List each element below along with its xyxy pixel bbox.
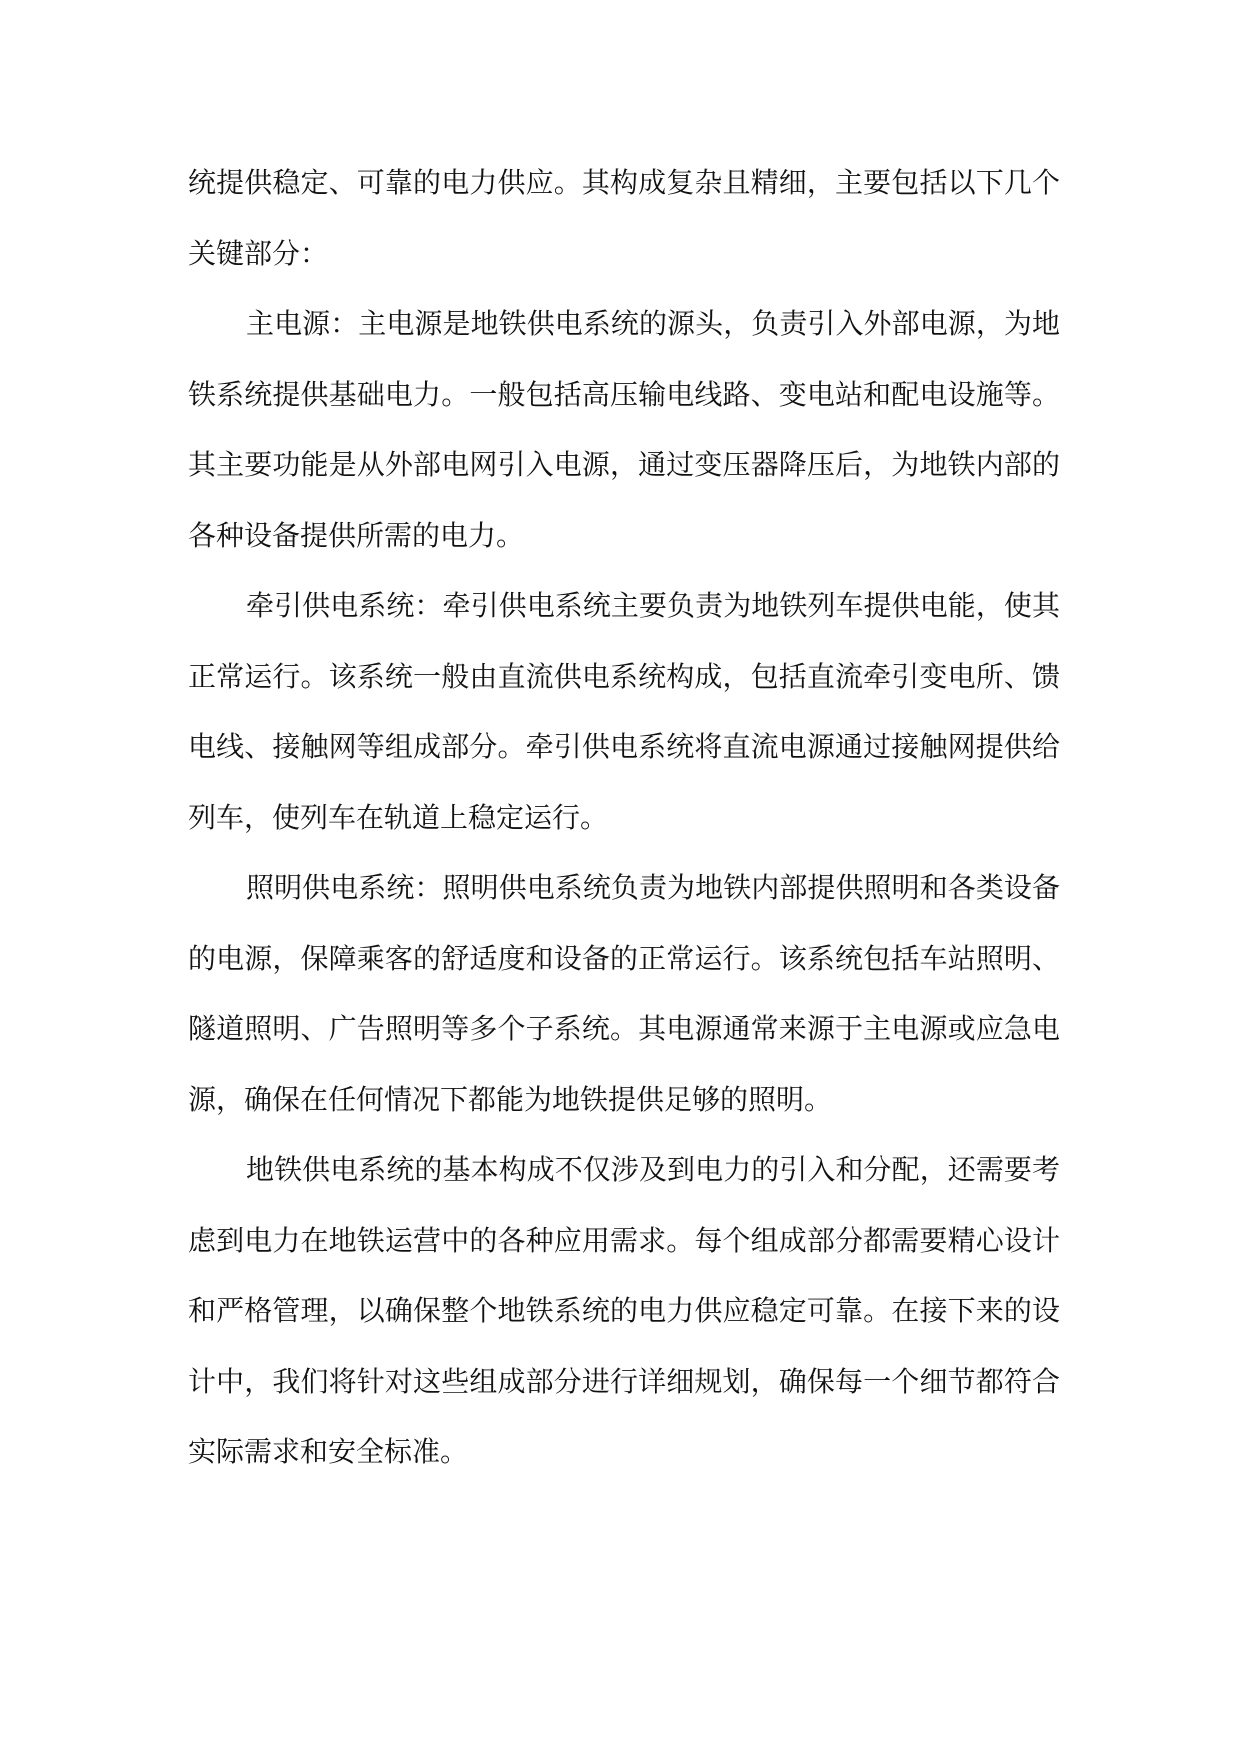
paragraph-summary	[188, 1135, 1060, 1488]
text-line: 地铁供电系统的基本构成不仅涉及到电力的引入和分配，还需要	[246, 1153, 1032, 1186]
text-line: 来的设计中，我们将针对这些组成部分进行详细规划，确保每一个细	[188, 1294, 1060, 1398]
text-line: 馈电线、接触网等组成部分。牵引供电系统将直流电源通过接触网提	[188, 659, 1060, 763]
text-line: 牵引供电系统：牵引供电系统主要负责为地铁列车提供电能，使	[246, 589, 1032, 622]
paragraph-traction-power	[188, 571, 1060, 853]
text-line: 供给列车，使列车在轨道上稳定运行。	[188, 730, 1060, 834]
paragraph-main-power	[188, 289, 1060, 571]
body-text	[188, 148, 1060, 1488]
text-line: 内部的各种设备提供所需的电力。	[188, 448, 1060, 552]
text-line: 考虑到电力在地铁运营中的各种应用需求。每个组成部分都需要精心	[188, 1153, 1060, 1257]
text-line: 设计和严格管理，以确保整个地铁系统的电力供应稳定可靠。在接下	[188, 1223, 1060, 1327]
text-line: 主电源：主电源是地铁供电系统的源头，负责引入外部电源，为	[246, 307, 1032, 340]
text-line: 地铁系统提供基础电力。一般包括高压输电线路、变电站和配电设施	[188, 307, 1060, 411]
text-line: 个关键部分：	[188, 166, 1060, 270]
text-line: 等。其主要功能是从外部电网引入电源，通过变压器降压后，为地铁	[188, 377, 1060, 481]
text-line: 节都符合实际需求和安全标准。	[188, 1364, 1060, 1468]
paragraph-lighting-power	[188, 853, 1060, 1135]
paragraph-intro-continuation	[188, 148, 1060, 289]
text-line: 统提供稳定、可靠的电力供应。其构成复杂且精细，主要包括以下几	[188, 166, 1032, 199]
text-line: 其正常运行。该系统一般由直流供电系统构成，包括直流牵引变电所、	[188, 589, 1060, 693]
text-line: 应急电源，确保在任何情况下都能为地铁提供足够的照明。	[188, 1012, 1060, 1116]
text-line: 备的电源，保障乘客的舒适度和设备的正常运行。该系统包括车站照	[188, 871, 1060, 975]
text-line: 明、隧道照明、广告照明等多个子系统。其电源通常来源于主电源或	[188, 941, 1060, 1045]
text-line: 照明供电系统：照明供电系统负责为地铁内部提供照明和各类设	[246, 871, 1032, 904]
